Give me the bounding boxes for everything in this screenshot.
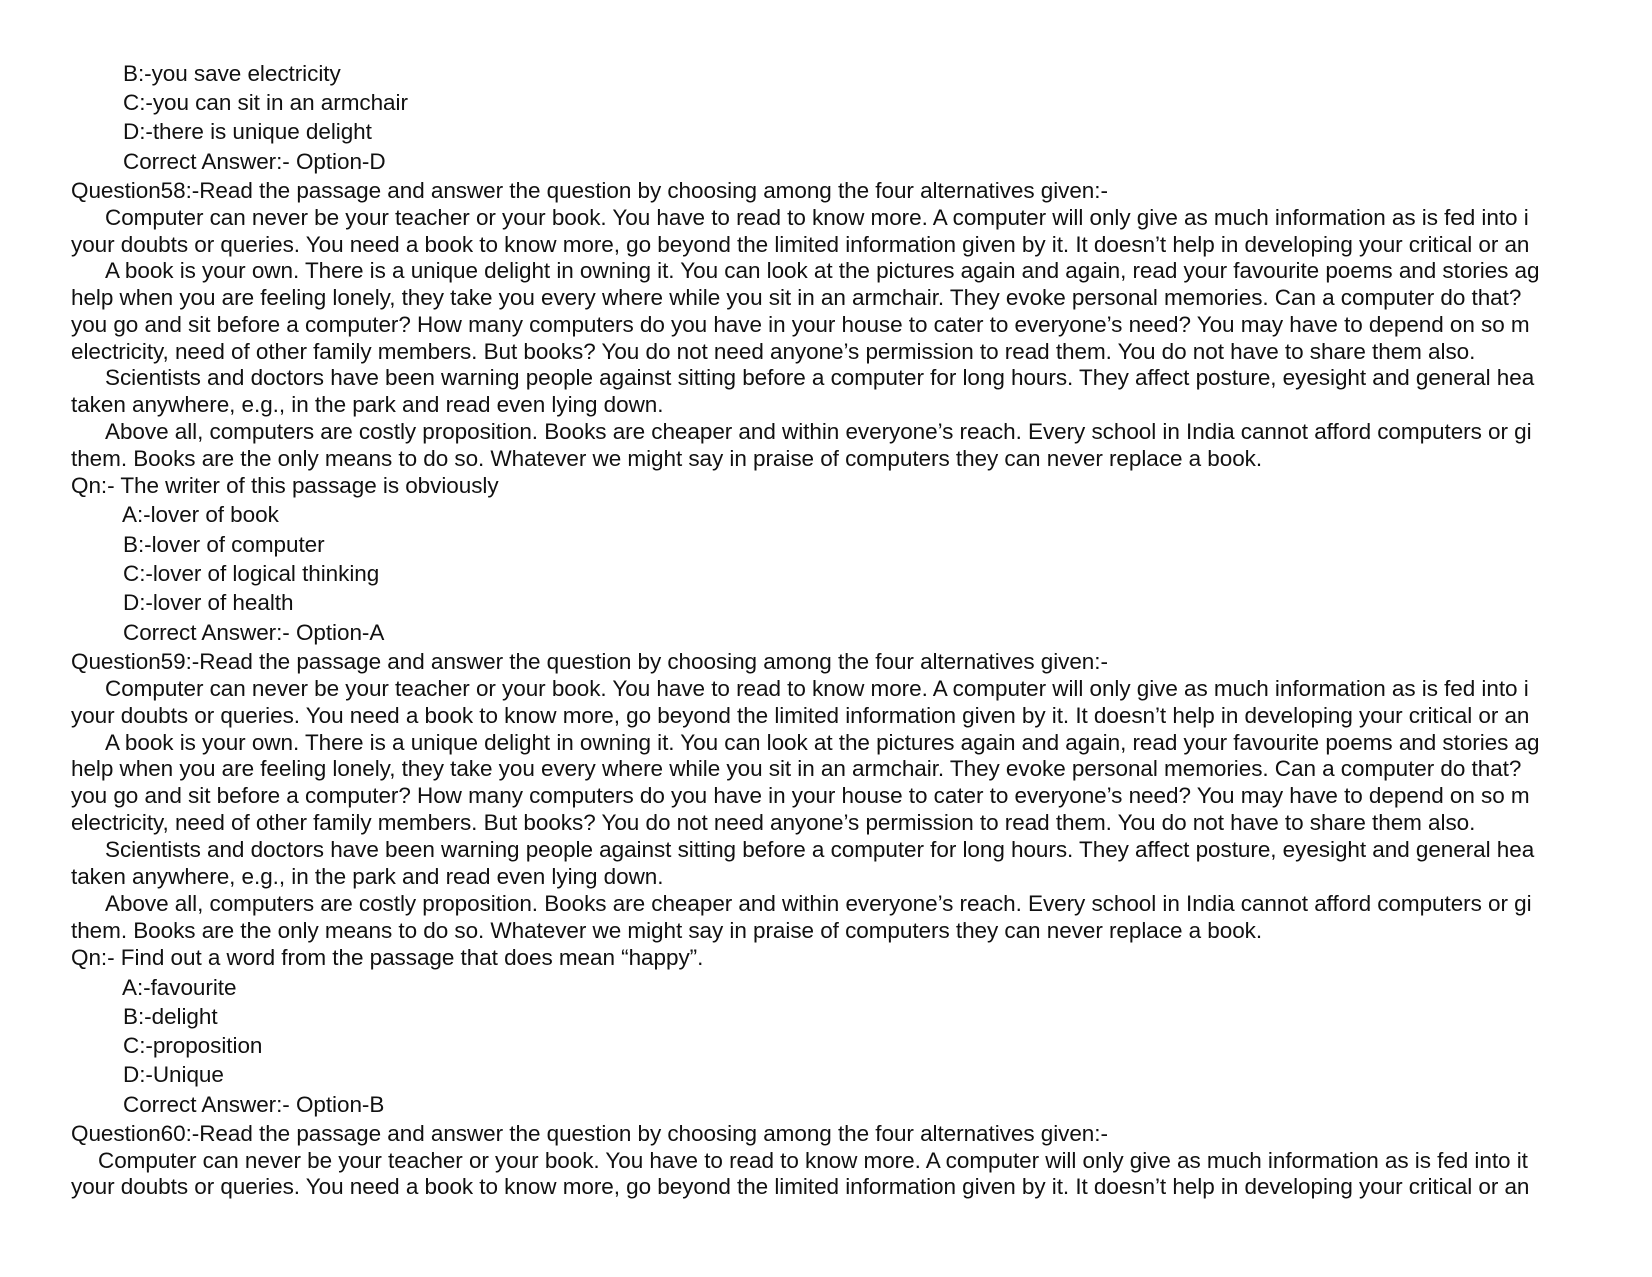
q59-option-b: B:-delight (123, 1004, 218, 1029)
q59-passage-p2-line1: A book is your own. There is a unique delight in owning it. You can look at the pictures again and again, read your favourite poems and stories ag (105, 730, 1540, 755)
q59-passage-p2-line3: you go and sit before a computer? How many computers do you have in your house to cater to everyone’s need? You may have to depend on so m (71, 783, 1530, 808)
q58-passage-p2-line3: you go and sit before a computer? How many computers do you have in your house to cater to everyone’s need? You may have to depend on so m (71, 312, 1530, 337)
q57-option-d: D:-there is unique delight (123, 119, 372, 144)
q58-passage-p1-line1: Computer can never be your teacher or your book. You have to read to know more. A computer will only give as much information as is fed into i (105, 205, 1529, 230)
q59-question: Qn:- Find out a word from the passage that does mean “happy”. (71, 945, 704, 970)
q58-passage-p4-line1: Above all, computers are costly proposition. Books are cheaper and within everyone’s reach. Every school in India cannot afford computers or gi (105, 419, 1532, 444)
q58-passage-p2-line2: help when you are feeling lonely, they take you every where while you sit in an armchair. They evoke personal memories. Can a computer do that? (71, 285, 1522, 310)
q58-option-b: B:-lover of computer (123, 532, 325, 557)
q60-header: Question60:-Read the passage and answer the question by choosing among the four alternatives given:- (71, 1121, 1108, 1146)
q60-passage-p1-line1: Computer can never be your teacher or your book. You have to read to know more. A computer will only give as much information as is fed into it (98, 1148, 1528, 1173)
q59-correct-answer: Correct Answer:- Option-B (123, 1092, 385, 1117)
q57-option-c: C:-you can sit in an armchair (123, 90, 408, 115)
q59-passage-p3-line1: Scientists and doctors have been warning people against sitting before a computer for long hours. They affect posture, eyesight and general hea (105, 837, 1535, 862)
q59-passage-p4-line2: them. Books are the only means to do so. Whatever we might say in praise of computers they can never replace a book. (71, 918, 1263, 943)
q58-passage-p3-line1: Scientists and doctors have been warning people against sitting before a computer for long hours. They affect posture, eyesight and general hea (105, 365, 1535, 390)
q58-question: Qn:- The writer of this passage is obviously (71, 473, 499, 498)
q59-passage-p1-line1: Computer can never be your teacher or your book. You have to read to know more. A computer will only give as much information as is fed into i (105, 676, 1529, 701)
q58-option-a: A:-lover of book (122, 502, 279, 527)
q58-passage-p1-line2: your doubts or queries. You need a book to know more, go beyond the limited information given by it. It doesn’t help in developing your critical or an (71, 232, 1530, 257)
q59-option-a: A:-favourite (122, 975, 237, 1000)
q58-passage-p2-line4: electricity, need of other family members. But books? You do not need anyone’s permission to read them. You do not have to share them also. (71, 339, 1476, 364)
q59-passage-p2-line2: help when you are feeling lonely, they take you every where while you sit in an armchair. They evoke personal memories. Can a computer do that? (71, 756, 1522, 781)
q59-passage-p1-line2: your doubts or queries. You need a book to know more, go beyond the limited information given by it. It doesn’t help in developing your critical or an (71, 703, 1530, 728)
q59-passage-p4-line1: Above all, computers are costly proposition. Books are cheaper and within everyone’s reach. Every school in India cannot afford computers or gi (105, 891, 1532, 916)
q58-option-d: D:-lover of health (123, 590, 294, 615)
q58-passage-p2-line1: A book is your own. There is a unique delight in owning it. You can look at the pictures again and again, read your favourite poems and stories ag (105, 258, 1540, 283)
q59-header: Question59:-Read the passage and answer the question by choosing among the four alternatives given:- (71, 649, 1108, 674)
q58-header: Question58:-Read the passage and answer the question by choosing among the four alternatives given:- (71, 178, 1108, 203)
q57-option-b: B:-you save electricity (123, 61, 341, 86)
q59-option-c: C:-proposition (123, 1033, 263, 1058)
q58-passage-p4-line2: them. Books are the only means to do so. Whatever we might say in praise of computers they can never replace a book. (71, 446, 1263, 471)
q58-option-c: C:-lover of logical thinking (123, 561, 380, 586)
q59-option-d: D:-Unique (123, 1062, 224, 1087)
q59-passage-p3-line2: taken anywhere, e.g., in the park and read even lying down. (71, 864, 664, 889)
q57-correct-answer: Correct Answer:- Option-D (123, 149, 386, 174)
q60-passage-p1-line2: your doubts or queries. You need a book to know more, go beyond the limited information given by it. It doesn’t help in developing your critical or an (71, 1174, 1530, 1199)
q59-passage-p2-line4: electricity, need of other family members. But books? You do not need anyone’s permission to read them. You do not have to share them also. (71, 810, 1476, 835)
q58-correct-answer: Correct Answer:- Option-A (123, 620, 385, 645)
q58-passage-p3-line2: taken anywhere, e.g., in the park and read even lying down. (71, 392, 664, 417)
